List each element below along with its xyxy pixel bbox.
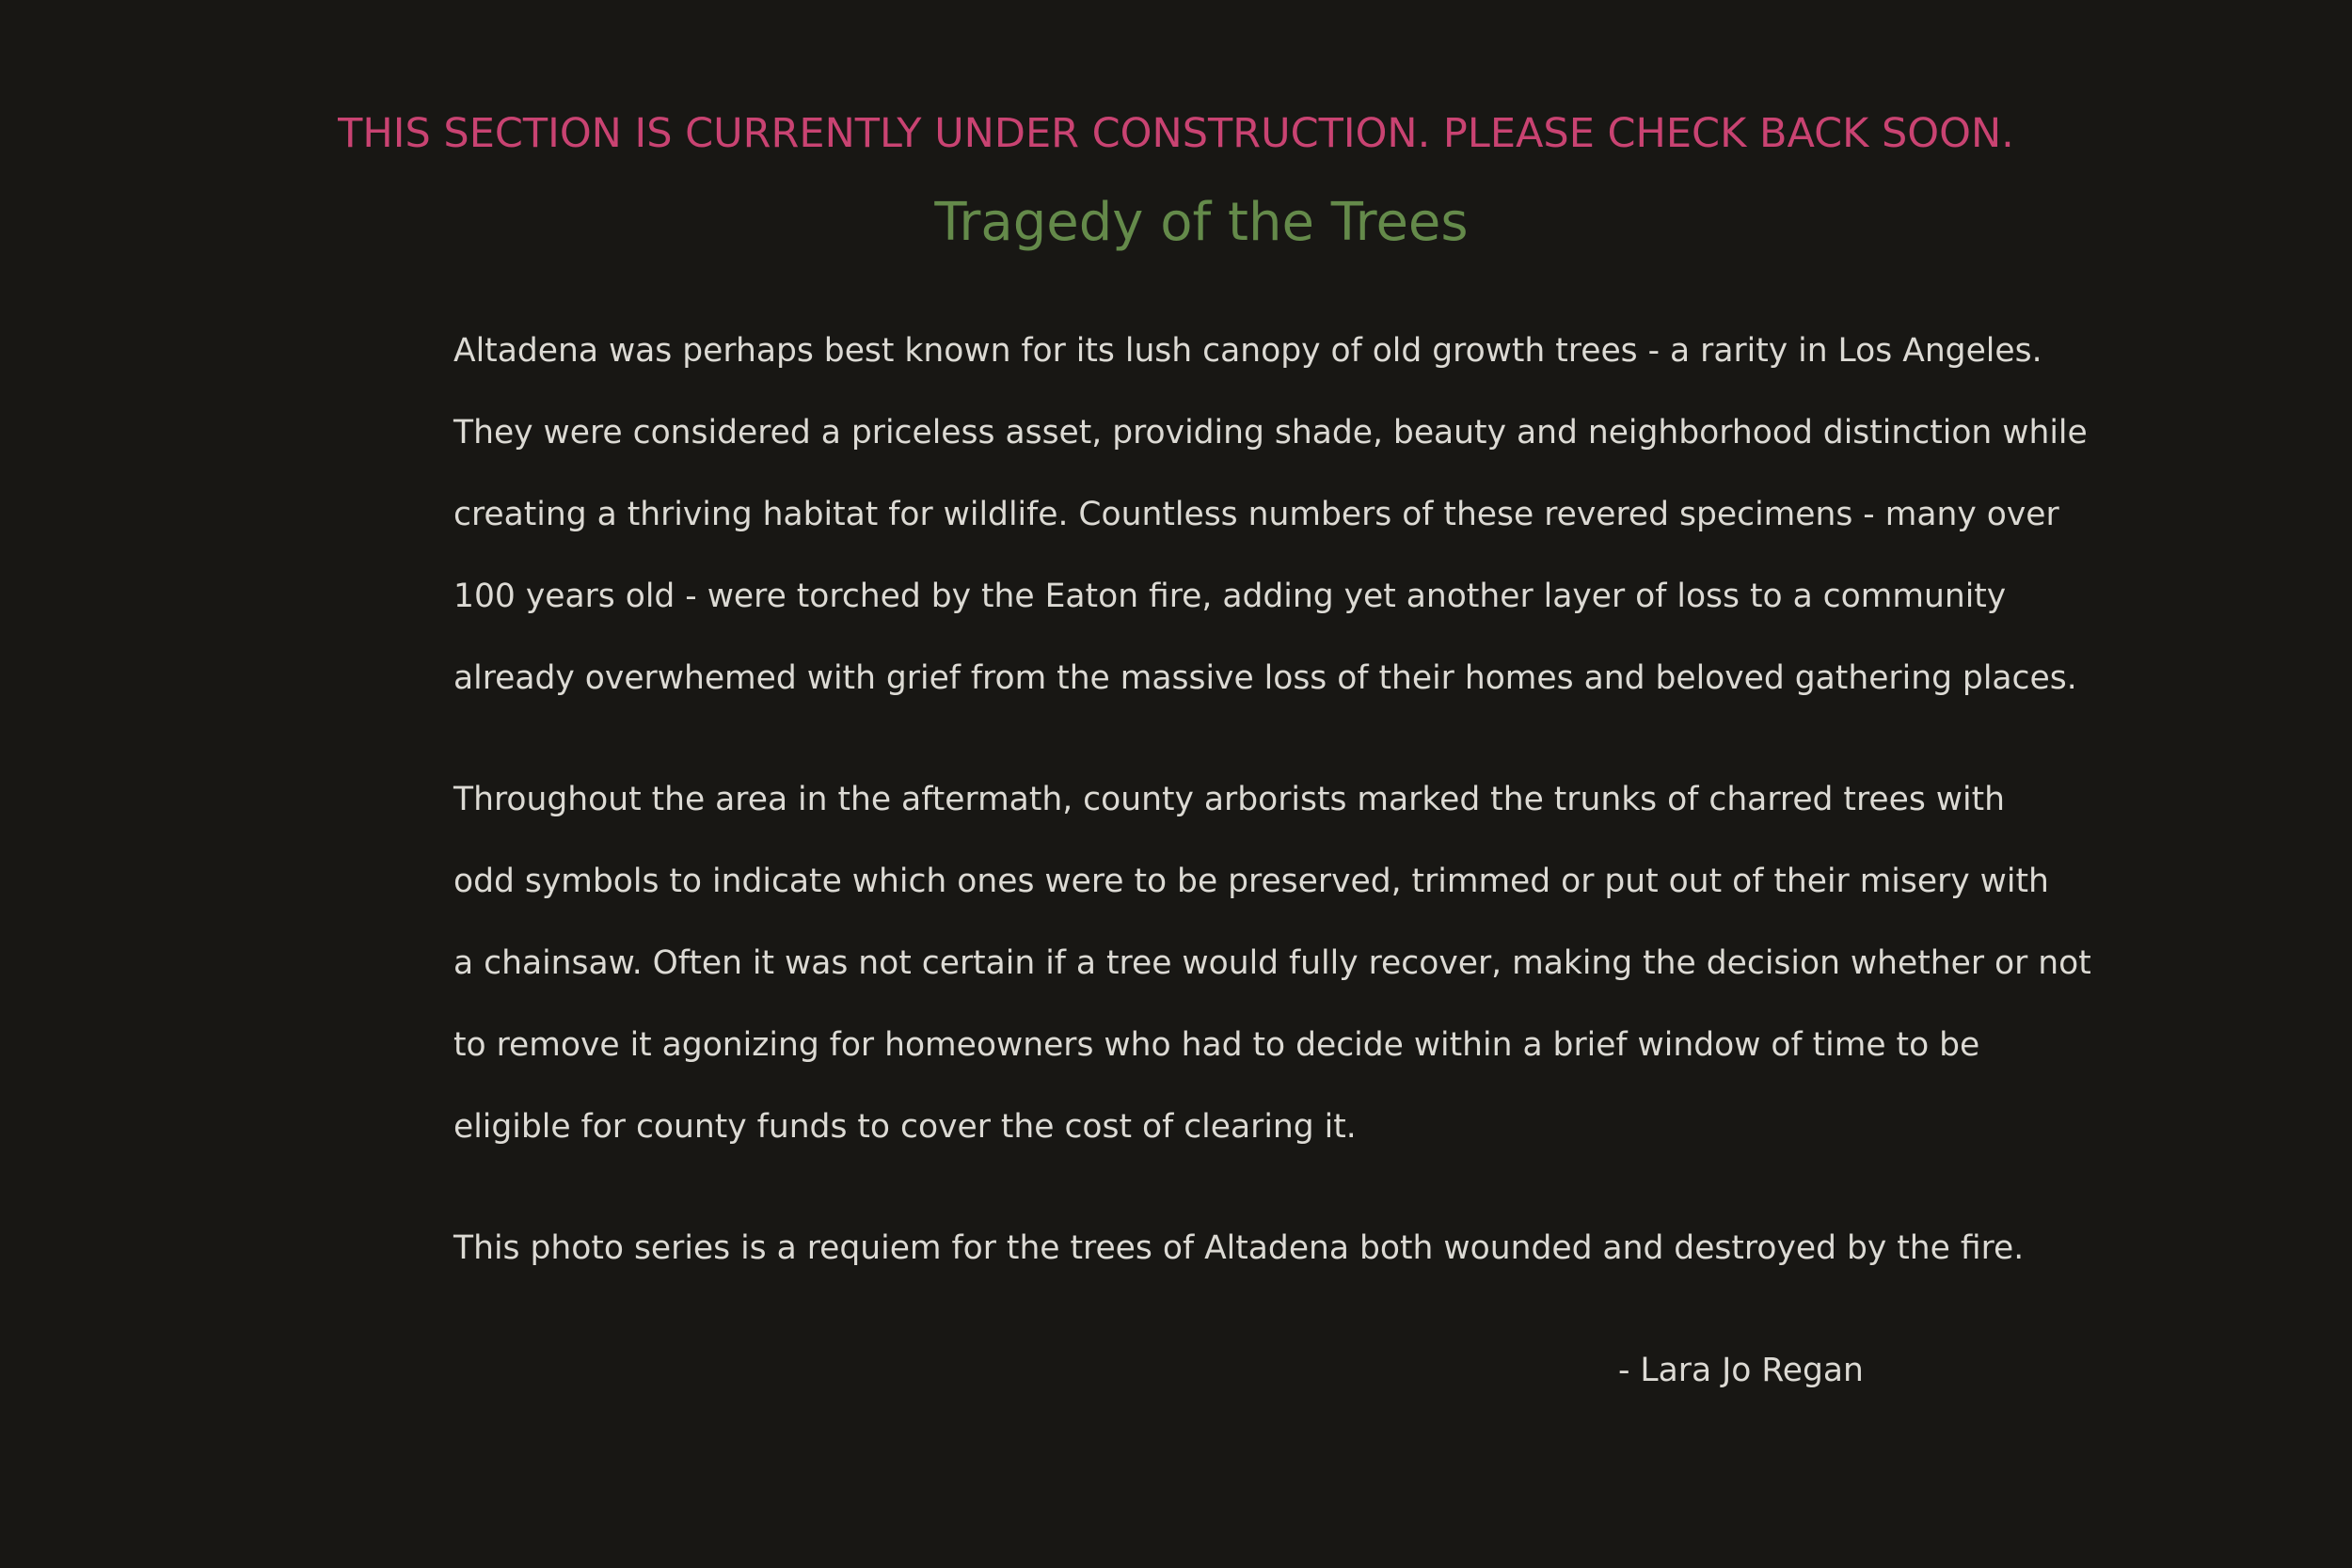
author-signature: - Lara Jo Regan [1618, 1352, 1864, 1389]
paragraph-line: creating a thriving habitat for wildlife. Countless numbers of these revered specimens - many over [453, 496, 2059, 533]
construction-notice: THIS SECTION IS CURRENTLY UNDER CONSTRUCTION. PLEASE CHECK BACK SOON. [338, 110, 2014, 157]
paragraph-line: 100 years old - were torched by the Eaton fire, adding yet another layer of loss to a community [453, 578, 2007, 615]
paragraph-line: a chainsaw. Often it was not certain if a tree would fully recover, making the decision whether or not [453, 944, 2091, 982]
paragraph-line: This photo series is a requiem for the trees of Altadena both wounded and destroyed by the fire. [453, 1229, 2025, 1267]
page-title: Tragedy of the Trees [934, 192, 1469, 253]
aftermath-paragraph [453, 759, 2128, 1168]
paragraph-line: to remove it agonizing for homeowners who had to decide within a brief window of time to be [453, 1026, 1980, 1064]
paragraph-line: They were considered a priceless asset, providing shade, beauty and neighborhood distinction while [453, 414, 2088, 451]
paragraph-line: eligible for county funds to cover the cost of clearing it. [453, 1108, 1357, 1146]
requiem-paragraph [453, 1208, 2128, 1290]
paragraph-line: odd symbols to indicate which ones were to be preserved, trimmed or put out of their misery with [453, 863, 2049, 900]
intro-paragraph [453, 310, 2128, 720]
paragraph-line: Altadena was perhaps best known for its lush canopy of old growth trees - a rarity in Los Angeles. [453, 332, 2042, 370]
paragraph-line: Throughout the area in the aftermath, county arborists marked the trunks of charred trees with [453, 781, 2005, 818]
paragraph-line: already overwhemed with grief from the massive loss of their homes and beloved gathering places. [453, 659, 2077, 697]
